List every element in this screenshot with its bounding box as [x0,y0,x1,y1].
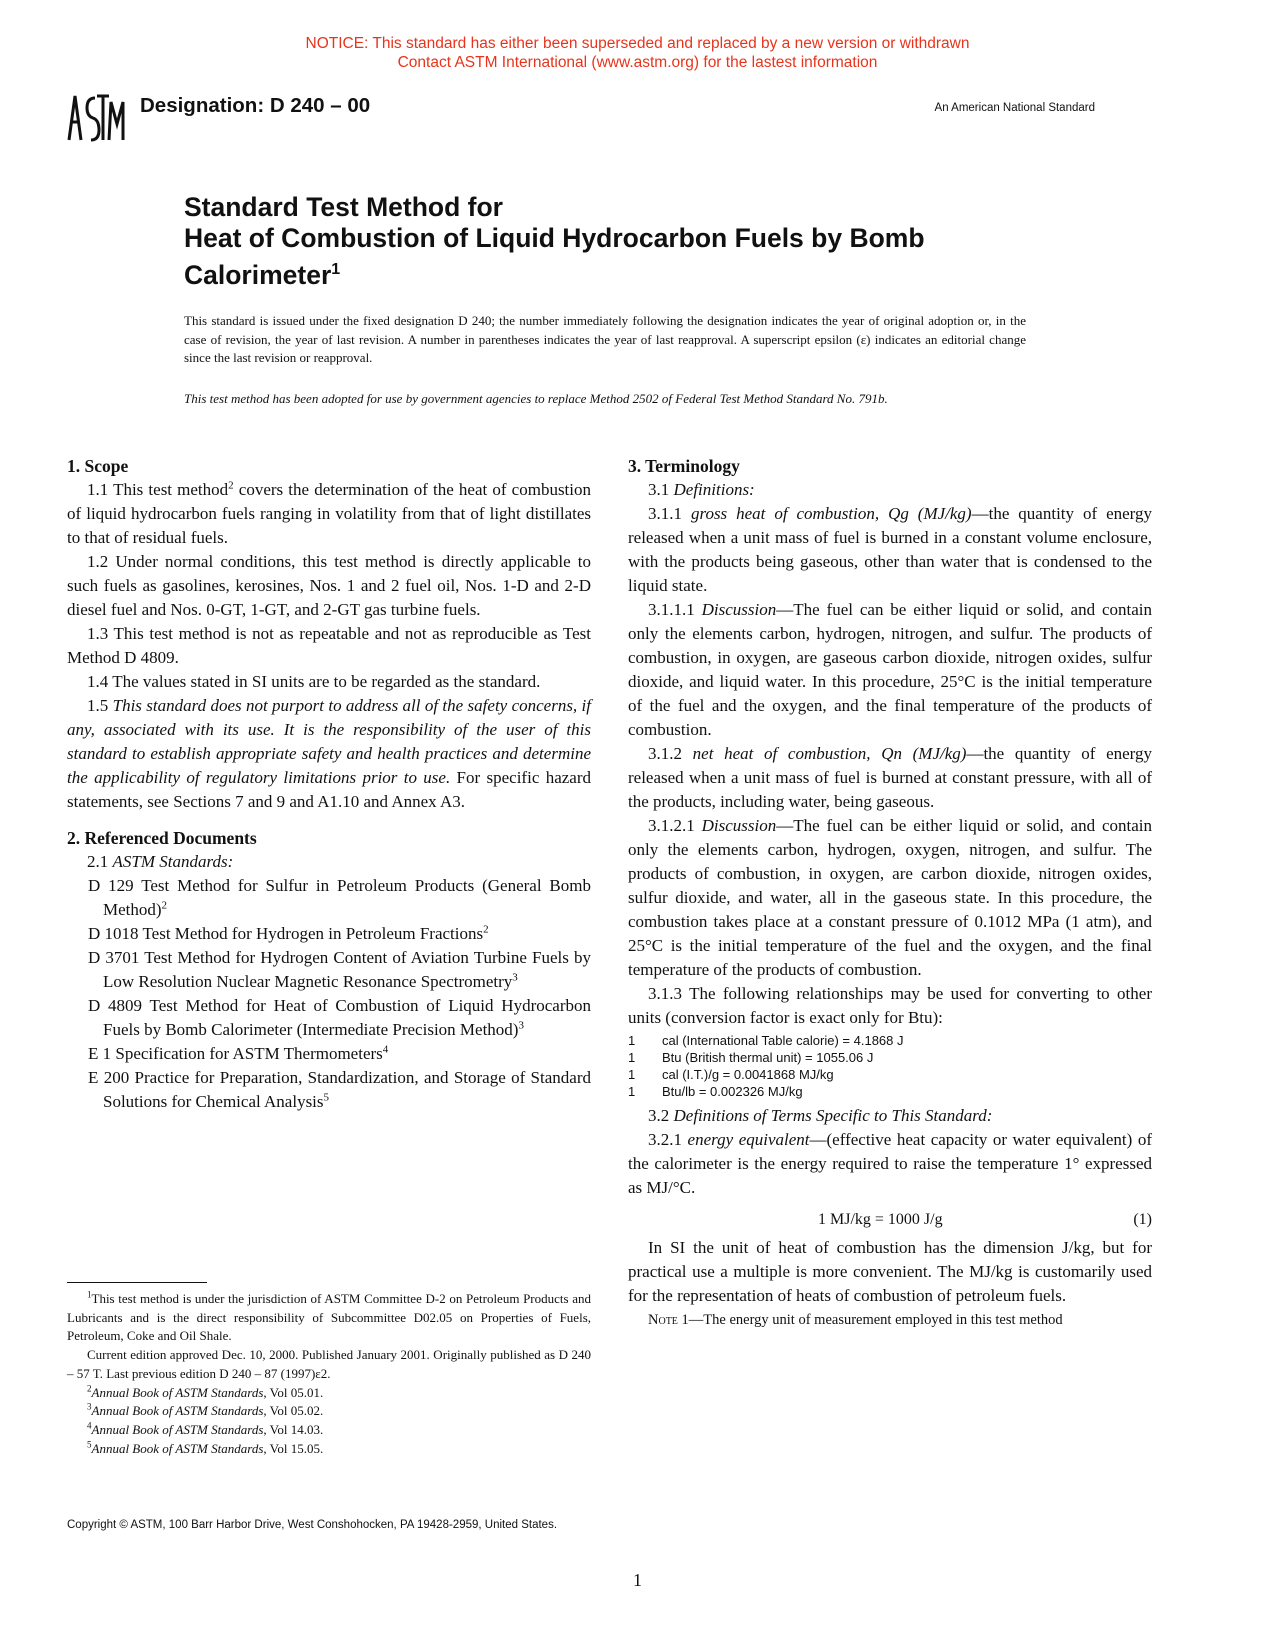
title-line-2 [184,223,1064,291]
section-3-heading: 3. Terminology [628,456,740,476]
reference-item: D 3701 Test Method for Hydrogen Content of Aviation Turbine Fuels by Low Resolution Nuclear Magnetic Resonance Spectrometry$^3$ [88,948,591,991]
notice-line-1: NOTICE: This standard has either been superseded and replaced by a new version or withdrawn [305,35,970,52]
footnote-1-cont: Current edition approved Dec. 10, 2000. Published January 2001. Originally published as D 240 – 57 T. Last previous edition D 240 – 87 (1997)ε2. [67,1347,591,1381]
title-line-1: Standard Test Method for [184,192,503,222]
adoption-note: This test method has been adopted for use by government agencies to replace Method 2502 of Federal Test Method Standard No. 791b. [184,391,888,406]
conversion-row: 1 cal (International Table calorie) = 4.1868 J [628,1033,904,1048]
page-number: 1 [633,1570,642,1590]
equation-1: 1 MJ/kg = 1000 J/g (1) [818,1211,1152,1228]
astm-logo-icon [65,88,125,144]
reference-item: D 129 Test Method for Sulfur in Petroleum Products (General Bomb Method)$^2$ [88,876,591,919]
para-1-3: 1.3 This test method is not as repeatable and not as reproducible as Test Method D 4809. [67,624,591,667]
reference-item: E 200 Practice for Preparation, Standardization, and Storage of Standard Solutions for Chemical Analysis$^5$ [88,1068,591,1111]
para-3-1-1: 3.1.1 gross heat of combustion, Qg (MJ/kg)—the quantity of energy released when a unit mass of fuel is burned in a constant volume enclosure, with the products being gaseous, other than water that is condensed to the liquid state. [628,504,1153,595]
reference-list [67,874,591,1114]
designation: Designation: D 240 – 00 [140,94,371,117]
reference-item: D 4809 Test Method for Heat of Combustion of Liquid Hydrocarbon Fuels by Bomb Calorimeter (Intermediate Precision Method)$^3$ [88,996,591,1039]
note-1: Note 1—The energy unit of measurement employed in this test method [648,1312,1063,1328]
reference-item: D 1018 Test Method for Hydrogen in Petroleum Fractions$^2$ [88,923,489,943]
right-column [628,454,1152,1332]
para-1-2: 1.2 Under normal conditions, this test method is directly applicable to such fuels as gasolines, kerosines, Nos. 1 and 2 fuel oil, Nos. 1-D and 2-D diesel fuel and Nos. 0-GT, 1-GT, and 2-GT gas turbine fuels. [67,552,591,619]
para-3-1: 3.1 Definitions: [648,480,755,499]
para-3-2: 3.2 Definitions of Terms Specific to This Standard: [648,1106,993,1125]
para-1-4: 1.4 The values stated in SI units are to be regarded as the standard. [87,672,541,691]
para-1-5: 1.5 This standard does not purport to address all of the safety concerns, if any, associated with its use. It is the responsibility of the user of this standard to establish appropriate safety and health practices and determine the applicability of regulatory limitations prior to use. For specific hazard statements, see Sections 7 and 9 and A1.10 and Annex A3. [67,696,591,811]
para-3-1-2-1: 3.1.2.1 Discussion—The fuel can be either liquid or solid, and contain only the elements carbon, hydrogen, oxygen, nitrogen, and sulfur. The products of combustion, in oxygen, are carbon dioxide, nitrogen oxides, sulfur dioxide, and water, all in the gaseous state. In this procedure, the combustion takes place at a constant pressure of 0.1012 MPa (1 atm), and 25°C is the initial temperature of the fuel and the oxygen, and the final temperature of the products of combustion. [628,816,1153,979]
conversion-row: 1 Btu/lb = 0.002326 MJ/kg [628,1084,803,1099]
footnote-2: $^2$Annual Book of ASTM Standards, Vol 05.01. [87,1383,324,1400]
para-3-2-1: 3.2.1 energy equivalent—(effective heat capacity or water equivalent) of the calorimeter is the energy required to raise the temperature 1° expressed as MJ/°C. [628,1130,1153,1197]
footnote-1: $^1$This test method is under the jurisdiction of ASTM Committee D-2 on Petroleum Products and Lubricants and is the direct responsibility of Subcommittee D02.05 on Properties of Fuels, Petroleum, Coke and Oil Shale. [67,1289,591,1344]
preamble: This standard is issued under the fixed designation D 240; the number immediately following the designation indicates the year of original adoption or, in the case of revision, the year of last revision. A number in parentheses indicates the year of last reapproval. A superscript epsilon (ε) indicates an editorial change since the last revision or reapproval. [184,313,1026,365]
footnote-3: $^3$Annual Book of ASTM Standards, Vol 05.02. [87,1401,324,1419]
para-3-1-3: 3.1.3 The following relationships may be used for converting to other units (conversion factor is exact only for Btu): [628,984,1152,1027]
footnote-rule [67,1282,207,1283]
footnote-5: $^5$Annual Book of ASTM Standards, Vol 15.05. [87,1439,324,1456]
section-2-heading: 2. Referenced Documents [67,828,257,848]
footnote-4: $^4$Annual Book of ASTM Standards, Vol 14.03. [87,1420,324,1437]
para-2-1: 2.1 ASTM Standards: [87,852,234,871]
title-main: Heat of Combustion of Liquid Hydrocarbon Fuels by Bomb Calorimeter [184,223,925,290]
para-3-1-1-1: 3.1.1.1 Discussion—The fuel can be either liquid or solid, and contain only the elements carbon, hydrogen, nitrogen, and sulfur. The products of combustion, in oxygen, are gaseous carbon dioxide, nitrogen oxides, sulfur dioxide, and liquid water. In this procedure, 25°C is the initial temperature of the fuel and the oxygen, and the final temperature of the products of combustion. [628,600,1153,739]
section-1-heading: 1. Scope [67,456,129,476]
para-si-units: In SI the unit of heat of combustion has the dimension J/kg, but for practical use a multiple is more convenient. The MJ/kg is customarily used for the representation of heats of combustion of petroleum fuels. [628,1238,1152,1305]
document-title [184,192,1064,291]
left-column [67,454,591,1114]
national-standard-label: An American National Standard [934,102,1095,114]
footnotes [67,1290,591,1458]
conversion-row: 1 cal (I.T.)/g = 0.0041868 MJ/kg [628,1067,834,1082]
conversion-row: 1 Btu (British thermal unit) = 1055.06 J [628,1050,874,1065]
title-footnote-mark: 1 [331,261,341,278]
para-3-1-2: 3.1.2 net heat of combustion, Qn (MJ/kg)—the quantity of energy released when a unit mass of fuel is burned at constant pressure, with all of the products, including water, being gaseous. [628,744,1153,811]
copyright: Copyright © ASTM, 100 Barr Harbor Drive, West Conshohocken, PA 19428-2959, United States. [67,1519,558,1531]
para-1-1: 1.1 This test method$^2$ covers the determination of the heat of combustion of liquid hydrocarbon fuels ranging in volatility from that of light distillates to that of residual fuels. [67,479,592,547]
notice-line-2: Contact ASTM International (www.astm.org) for the lastest information [397,54,878,71]
reference-item: E 1 Specification for ASTM Thermometers$^4$ [88,1043,389,1063]
conversion-table [628,1032,1152,1100]
